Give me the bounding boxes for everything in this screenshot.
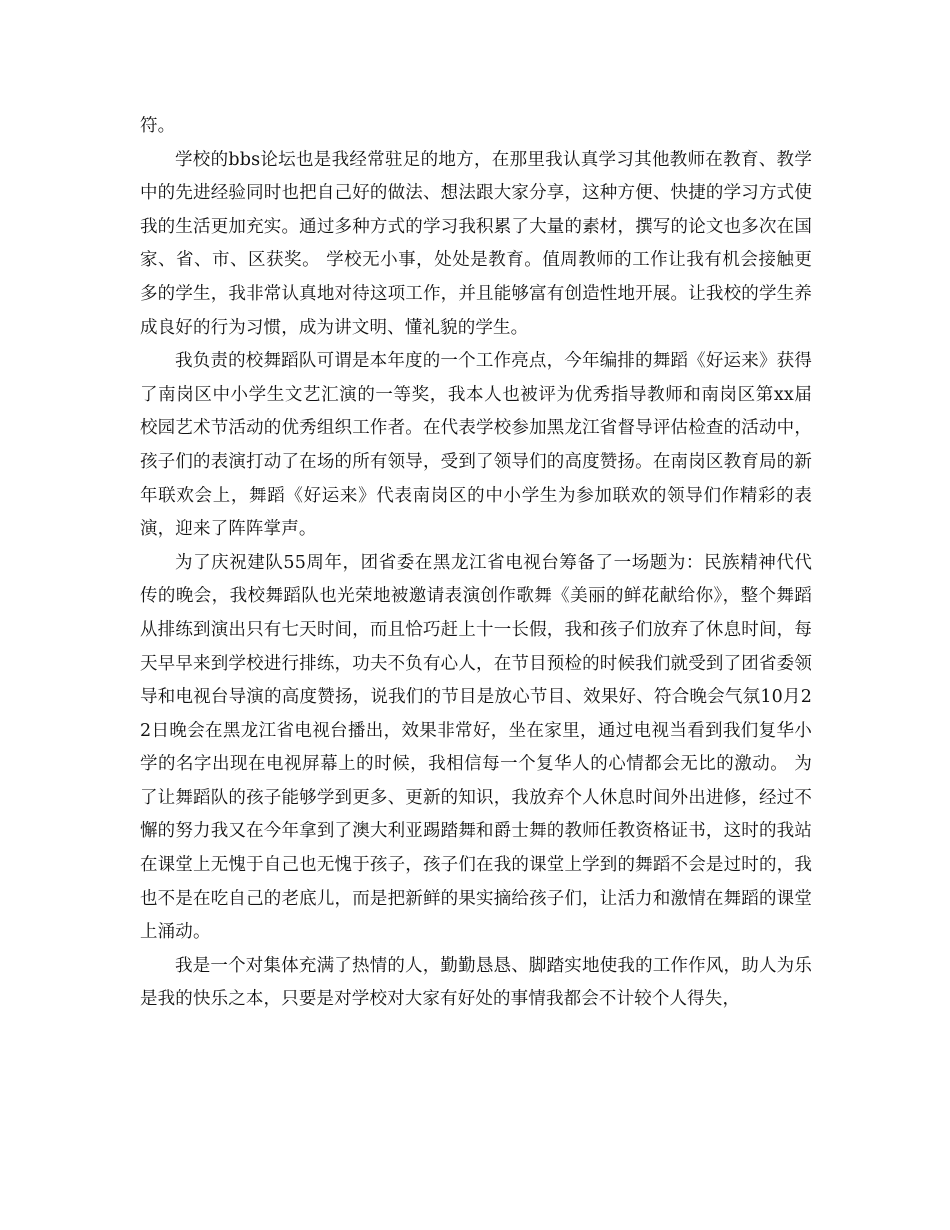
paragraph-continuation: 符。 (140, 116, 176, 136)
paragraph-bbs-forum: 学校的bbs论坛也是我经常驻足的地方，在那里我认真学习其他教师在教育、教学中的先进经验同时也把自己好的做法、想法跟大家分享，这种方便、快捷的学习方式使我的生活更加充实。通过多种方式的学习我积累了大量的素材，撰写的论文也多次在国家、省、市、区获奖。 学校无小事，处处是教育。值周教师的工作让我有机会接触更多的学生，我非常认真地对待这项工作，并且能够富有创造性地开展。让我校的学生养成良好的行为习惯，成为讲文明、懂礼貌的学生。 (140, 149, 812, 338)
paragraph-collective-spirit: 我是一个对集体充满了热情的人，勤勤恳恳、脚踏实地使我的工作作风，助人为乐是我的快乐之本，只要是对学校对大家有好处的事情我都会不计较个人得失， (140, 955, 812, 1010)
document-body (140, 110, 812, 1017)
paragraph-anniversary-gala: 为了庆祝建队55周年，团省委在黑龙江省电视台筹备了一场题为：民族精神代代传的晚会，我校舞蹈队也光荣地被邀请表演创作歌舞《美丽的鲜花献给你》，整个舞蹈从排练到演出只有七天时间，而且恰巧赶上十一长假，我和孩子们放弃了休息时间，每天早早来到学校进行排练，功夫不负有心人，在节目预检的时候我们就受到了团省委领导和电视台导演的高度赞扬，说我们的节目是放心节目、效果好、符合晚会气氛10月22日晚会在黑龙江省电视台播出，效果非常好，坐在家里，通过电视当看到我们复华小学的名字出现在电视屏幕上的时候，我相信每一个复华人的心情都会无比的激动。 为了让舞蹈队的孩子能够学到更多、更新的知识，我放弃个人休息时间外出进修，经过不懈的努力我又在今年拿到了澳大利亚踢踏舞和爵士舞的教师任教资格证书，这时的我站在课堂上无愧于自己也无愧于孩子，孩子们在我的课堂上学到的舞蹈不会是过时的，我也不是在吃自己的老底儿，而是把新鲜的果实摘给孩子们，让活力和激情在舞蹈的课堂上涌动。 (140, 552, 812, 943)
paragraph-dance-team: 我负责的校舞蹈队可谓是本年度的一个工作亮点，今年编排的舞蹈《好运来》获得了南岗区中小学生文艺汇演的一等奖，我本人也被评为优秀指导教师和南岗区第xx届校园艺术节活动的优秀组织工作者。在代表学校参加黑龙江省督导评估检查的活动中，孩子们的表演打动了在场的所有领导，受到了领导们的高度赞扬。在南岗区教育局的新年联欢会上，舞蹈《好运来》代表南岗区的中小学生为参加联欢的领导们作精彩的表演，迎来了阵阵掌声。 (140, 351, 812, 540)
